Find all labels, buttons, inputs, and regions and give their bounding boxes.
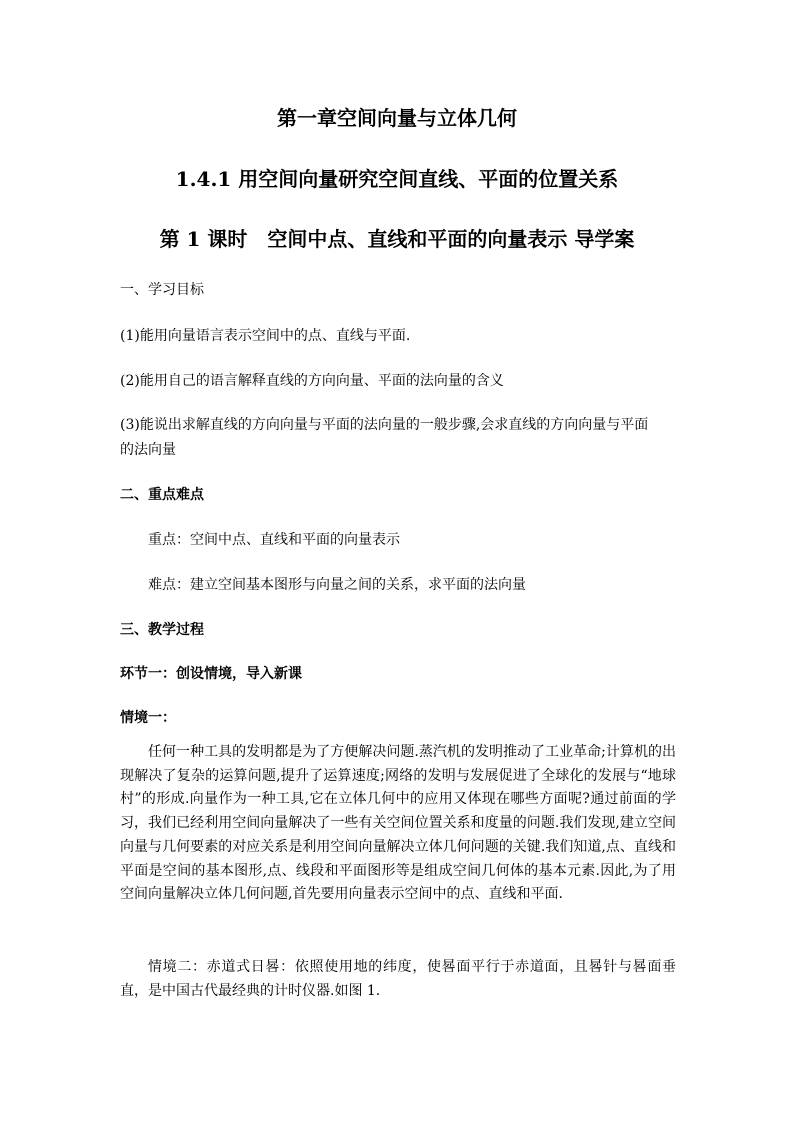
section-title: 1.4.1 用空间向量研究空间直线、平面的位置关系 <box>175 167 619 191</box>
chapter-title: 第一章空间向量与立体几何 <box>277 106 517 130</box>
scenario-1-paragraph: 任何一种工具的发明都是为了方便解决问题.蒸汽机的发明推动了工业革命;计算机的出现解决了复杂的运算问题,提升了运算速度;网络的发明与发展促进了全球化的发展与“地球村”的形成.向量作为一种工具,它在立体几何中的应用又体现在哪些方面呢?通过前面的学习，我们已经利用空间向量解决了一些有关空间位置关系和度量的问题.我们发现,建立空间向量与几何要素的对应关系是利用空间向量解决立体几何问题的关键.我们知道,点、直线和平面是空间的基本图形,点、线段和平面图形等是组成空间几何体的基本元素.因此,为了用空间向量解决立体几何问题,首先要用向量表示空间中的点、直线和平面. <box>120 744 676 903</box>
goal-item-2: (2)能用自己的语言解释直线的方向向量、平面的法向量的含义 <box>120 373 504 389</box>
focus-point: 重点：空间中点、直线和平面的向量表示 <box>148 532 400 548</box>
goal-item-1: (1)能用向量语言表示空间中的点、直线与平面. <box>120 328 411 344</box>
difficulty-point: 难点：建立空间基本图形与向量之间的关系，求平面的法向量 <box>148 577 526 593</box>
key-points-heading: 二、重点难点 <box>120 487 204 503</box>
goals-heading: 一、学习目标 <box>120 282 204 298</box>
scenario-1-label: 情境一： <box>120 710 176 726</box>
scenario-2-label: 情境二： <box>148 959 207 975</box>
lesson-title: 第 1 课时 空间中点、直线和平面的向量表示 导学案 <box>159 227 635 251</box>
goal-item-3-line-1: (3)能说出求解直线的方向向量与平面的法向量的一般步骤,会求直线的方向向量与平面 <box>120 417 649 433</box>
goal-item-3-line-2: 的法向量 <box>120 442 176 458</box>
process-heading: 三、教学过程 <box>120 622 204 638</box>
scenario-2-paragraph <box>120 956 676 1003</box>
scenario-2-text: 赤道式日晷：依照使用地的纬度，使晷面平行于赤道面，且晷针与晷面垂直，是中国古代最经典的计时仪器.如图 1. <box>120 959 677 999</box>
stage-1-heading: 环节一：创设情境，导入新课 <box>120 666 302 682</box>
